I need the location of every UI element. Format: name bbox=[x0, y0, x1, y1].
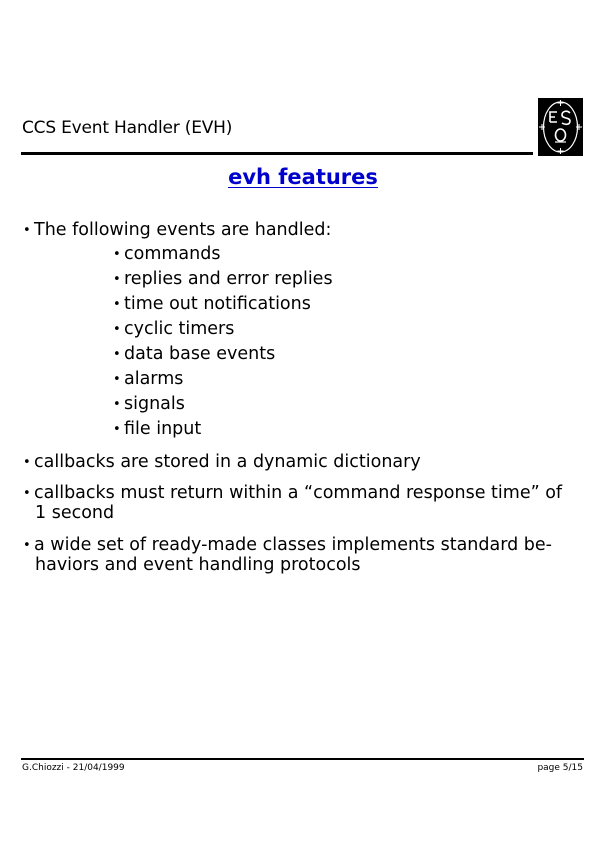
bullet-icon bbox=[113, 419, 124, 441]
bullet-icon bbox=[113, 394, 124, 416]
eso-logo bbox=[538, 98, 583, 156]
event-type-text: cyclic timers bbox=[124, 319, 235, 339]
feature-text-continued: haviors and event handling protocols bbox=[35, 555, 361, 575]
event-type-item bbox=[113, 269, 333, 291]
bullet-icon bbox=[113, 269, 124, 291]
header-title: CCS Event Handler (EVH) bbox=[22, 118, 233, 138]
event-type-text: replies and error replies bbox=[124, 269, 333, 289]
event-type-text: commands bbox=[124, 244, 221, 264]
feature-bullet bbox=[23, 452, 421, 474]
event-type-text: signals bbox=[124, 394, 185, 414]
feature-bullet bbox=[23, 535, 552, 557]
slide-title: evh features bbox=[228, 165, 378, 189]
bullet-icon bbox=[113, 294, 124, 316]
event-type-item bbox=[113, 244, 220, 266]
feature-text: callbacks are stored in a dynamic dictionary bbox=[34, 452, 421, 472]
event-type-item bbox=[113, 394, 185, 416]
intro-bullet bbox=[23, 220, 331, 242]
feature-text-continued: 1 second bbox=[35, 503, 115, 523]
footer-author-date: G.Chiozzi - 21/04/1999 bbox=[22, 763, 125, 773]
bullet-icon bbox=[113, 319, 124, 341]
event-type-item bbox=[113, 344, 275, 366]
footer-divider bbox=[21, 758, 584, 760]
intro-text: The following events are handled: bbox=[34, 220, 332, 240]
bullet-icon bbox=[23, 535, 34, 557]
header-divider bbox=[21, 152, 533, 155]
bullet-icon bbox=[113, 344, 124, 366]
event-type-item bbox=[113, 319, 234, 341]
event-type-text: time out notifications bbox=[124, 294, 311, 314]
event-type-text: alarms bbox=[124, 369, 184, 389]
bullet-icon bbox=[113, 244, 124, 266]
bullet-icon bbox=[113, 369, 124, 391]
event-type-item bbox=[113, 294, 311, 316]
event-type-item bbox=[113, 419, 201, 441]
feature-text: callbacks must return within a “command response time” of bbox=[34, 483, 563, 503]
feature-text: a wide set of ready-made classes implements standard be- bbox=[34, 535, 552, 555]
bullet-icon bbox=[23, 452, 34, 474]
bullet-icon bbox=[23, 220, 34, 242]
feature-bullet bbox=[23, 483, 562, 505]
event-type-item bbox=[113, 369, 183, 391]
bullet-icon bbox=[23, 483, 34, 505]
footer-page-number: page 5/15 bbox=[537, 763, 583, 773]
event-type-text: data base events bbox=[124, 344, 276, 364]
event-type-text: file input bbox=[124, 419, 202, 439]
